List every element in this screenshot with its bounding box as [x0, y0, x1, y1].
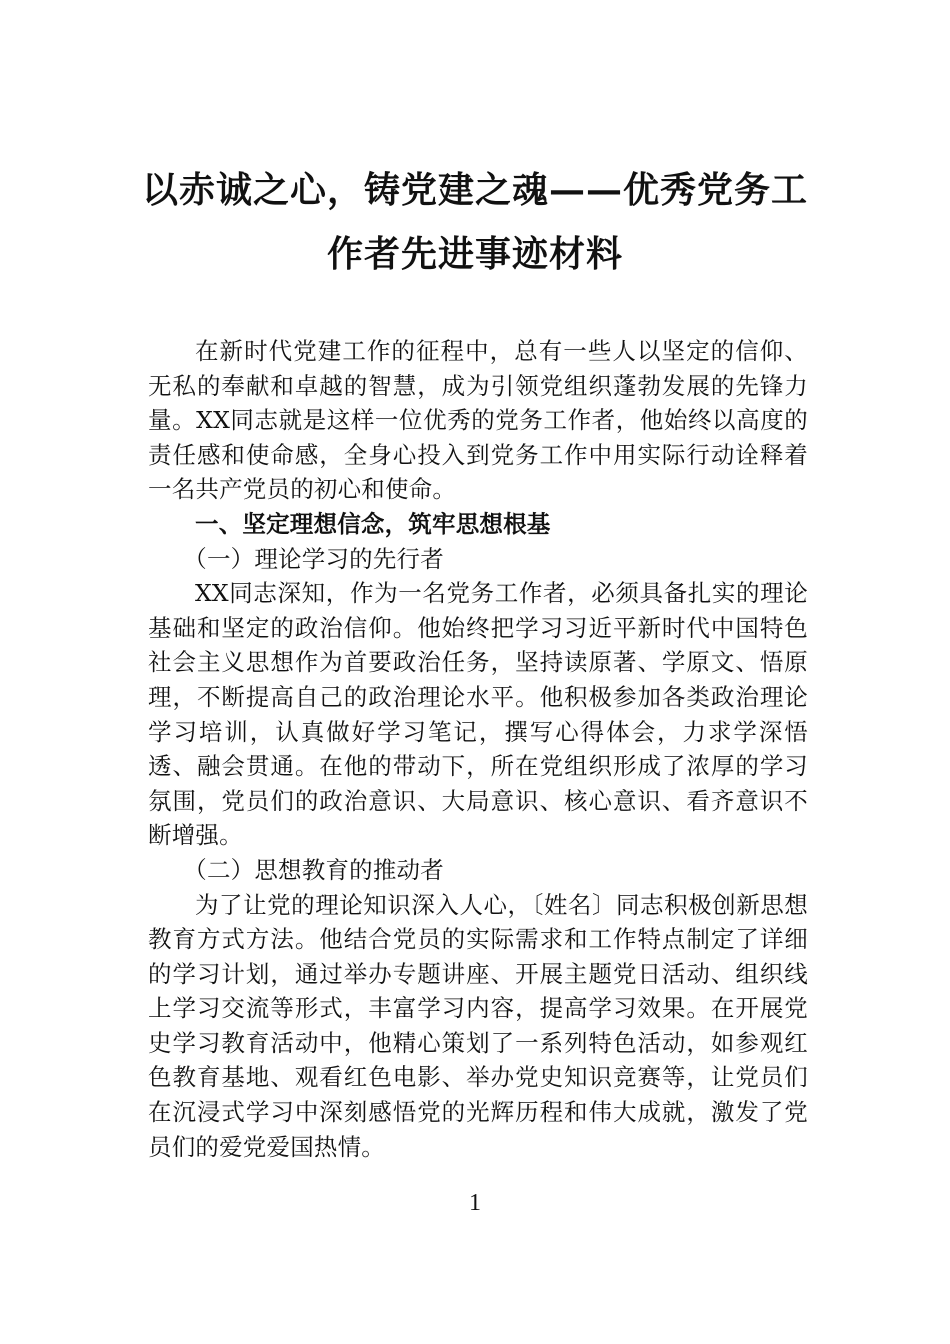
page-number: 1: [469, 1190, 481, 1216]
subsection-heading-1: （一）理论学习的先行者: [183, 544, 444, 573]
document-title-line-1: 以赤诚之心，铸党建之魂——优秀党务工: [141, 169, 808, 211]
subsection-paragraph-1: XX同志深知，作为一名党务工作者，必须具备扎实的理论基础和坚定的政治信仰。他始终把学习习近平新时代中国特色社会主义思想作为首要政治任务，坚持读原著、学原文、悟原理，不断提高自己的政治理论水平。他积极参加各类政治理论学习培训，认真做好学习笔记，撰写心得体会，力求学深悟透、融会贯通。在他的带动下，所在党组织形成了浓厚的学习氛围，党员们的政治意识、大局意识、核心意识、看齐意识不断增强。: [148, 579, 808, 850]
intro-paragraph: 在新时代党建工作的征程中，总有一些人以坚定的信仰、无私的奉献和卓越的智慧，成为引领党组织蓬勃发展的先锋力量。XX同志就是这样一位优秀的党务工作者，他始终以高度的责任感和使命感，全身心投入到党务工作中用实际行动诠释着一名共产党员的初心和使命。: [148, 337, 808, 504]
document-body: [148, 334, 808, 1164]
document-title-line-2: 作者先进事迹材料: [326, 233, 623, 275]
section-heading-1: 一、坚定理想信念，筑牢思想根基: [195, 509, 551, 538]
subsection-heading-2: （二）思想教育的推动者: [183, 855, 444, 884]
subsection-paragraph-2: 为了让党的理论知识深入人心，〔姓名〕同志积极创新思想教育方式方法。他结合党员的实际需求和工作特点制定了详细的学习计划，通过举办专题讲座、开展主题党日活动、组织线上学习交流等形式，丰富学习内容，提高学习效果。在开展党史学习教育活动中，他精心策划了一系列特色活动，如参观红色教育基地、观看红色电影、举办党史知识竞赛等，让党员们在沉浸式学习中深刻感悟党的光辉历程和伟大成就，激发了党员们的爱党爱国热情。: [148, 890, 808, 1161]
